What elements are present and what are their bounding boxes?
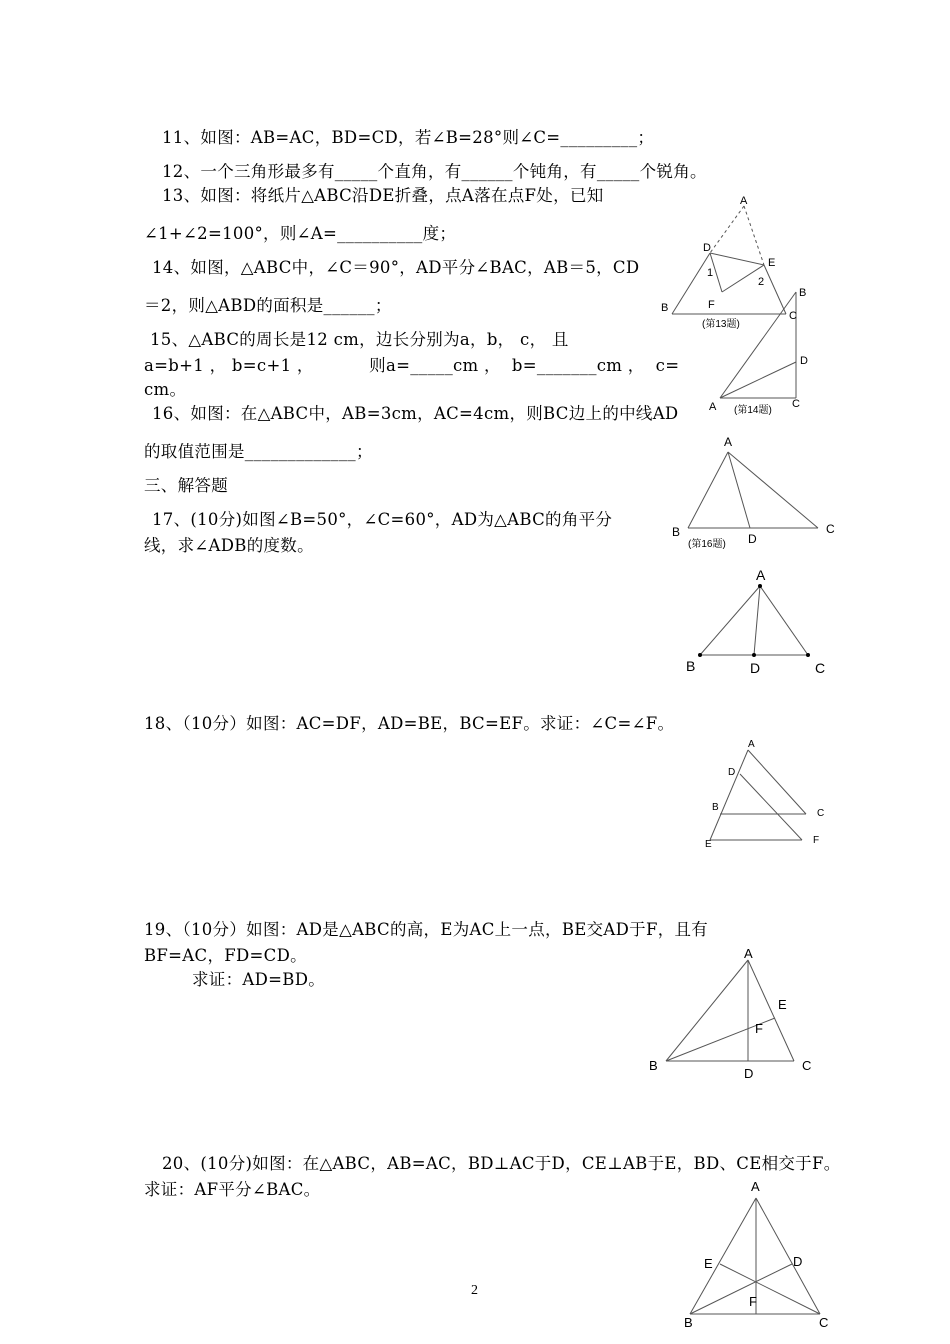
q13-line1: 13、如图：将纸片△ABC沿DE折叠，点A落在点F处，已知	[162, 186, 604, 205]
q12: 12、一个三角形最多有_____个直角，有______个钝角，有_____个锐角。	[162, 162, 707, 181]
q11: 11、如图：AB=AC，BD=CD，若∠B=28°则∠C=_________；	[162, 128, 655, 147]
fig17-label-d: D	[750, 660, 761, 676]
figure-17	[676, 562, 836, 682]
q16-line1: 16、如图：在△ABC中，AB=3cm，AC=4cm，则BC边上的中线AD	[152, 404, 679, 423]
fig20-label-f: F	[749, 1294, 757, 1309]
fig20-label-c: C	[819, 1315, 829, 1330]
fig16-label-c: C	[826, 522, 835, 536]
figure-16	[660, 430, 850, 550]
figure-20	[676, 1174, 840, 1344]
fig13-label-c: C	[789, 310, 797, 322]
fig14-label-d: D	[800, 355, 808, 367]
fig13-label-e: E	[768, 257, 776, 269]
q14-line1: 14、如图，△ABC中，∠C＝90°，AD平分∠BAC，AB＝5，CD	[152, 258, 640, 277]
fig19-label-b: B	[649, 1058, 658, 1073]
fig17-label-c: C	[815, 660, 826, 676]
fig14-label-c: C	[792, 398, 800, 410]
fig19-label-e: E	[778, 997, 787, 1012]
fig13-label-1: 1	[707, 267, 714, 279]
fig18-label-c: C	[817, 808, 825, 819]
figure-13-14	[650, 190, 820, 420]
fig13-label-f: F	[708, 299, 715, 311]
fig19-label-c: C	[802, 1058, 812, 1073]
fig18-label-d: D	[728, 767, 736, 778]
fig13-label-a: A	[740, 195, 748, 207]
fig13-label-d: D	[703, 242, 711, 254]
fig18-label-f: F	[813, 835, 820, 846]
q15-line3: cm。	[144, 380, 187, 399]
fig20-label-e: E	[704, 1256, 713, 1271]
fig16-caption: (第16题)	[688, 539, 726, 550]
fig14-label-a: A	[709, 401, 717, 413]
q13-line2: ∠1+∠2=100°，则∠A=__________度；	[144, 224, 457, 243]
fig19-label-d: D	[744, 1066, 754, 1081]
fig13-caption: (第13题)	[702, 319, 740, 330]
q15-line2: a=b+1 ， b=c+1 ， 则a=_____cm ， b=_______cm ， c=	[144, 356, 680, 375]
fig20-label-a: A	[751, 1179, 760, 1194]
figure-19	[644, 940, 824, 1085]
fig16-label-d: D	[748, 532, 757, 546]
q14-line2: ＝2，则△ABD的面积是______；	[144, 296, 392, 315]
fig18-label-b: B	[712, 802, 719, 813]
q18: 18、（10分）如图：AC=DF，AD=BE，BC=EF。求证：∠C=∠F。	[144, 714, 675, 733]
fig19-label-f: F	[755, 1021, 763, 1036]
q19-line3: 求证：AD=BD。	[192, 970, 326, 989]
figure-18	[696, 734, 836, 854]
q15-line1: 15、△ABC的周长是12 cm，边长分别为a，b， c， 且	[150, 330, 569, 349]
fig16-label-b: B	[672, 525, 681, 539]
q20-line2: 求证：AF平分∠BAC。	[144, 1180, 321, 1199]
fig17-label-b: B	[686, 658, 696, 674]
fig18-label-e: E	[705, 839, 712, 850]
fig18-label-a: A	[748, 739, 755, 750]
q20-line1: 20、(10分)如图：在△ABC，AB=AC，BD⊥AC于D，CE⊥AB于E，BD、CE相交于F。	[162, 1154, 841, 1173]
fig16-label-a: A	[724, 435, 733, 449]
fig13-label-b: B	[661, 302, 669, 314]
q19-line1: 19、（10分）如图：AD是△ABC的高，E为AC上一点，BE交AD于F，且有	[144, 920, 709, 939]
fig14-caption: (第14题)	[734, 405, 772, 416]
q17-line1: 17、(10分)如图∠B=50°，∠C=60°，AD为△ABC的角平分	[152, 510, 613, 529]
section-3-heading: 三、解答题	[144, 476, 228, 495]
q17-line2: 线，求∠ADB的度数。	[144, 536, 314, 555]
fig20-label-b: B	[684, 1315, 693, 1330]
page-number: 2	[471, 1283, 478, 1298]
q16-line2: 的取值范围是_____________；	[144, 442, 373, 461]
fig13-label-2: 2	[758, 276, 765, 288]
fig17-label-a: A	[756, 567, 766, 583]
fig19-label-a: A	[744, 946, 753, 961]
q19-line2: BF=AC，FD=CD。	[144, 946, 307, 965]
fig14-label-b: B	[799, 287, 807, 299]
fig20-label-d: D	[793, 1254, 803, 1269]
